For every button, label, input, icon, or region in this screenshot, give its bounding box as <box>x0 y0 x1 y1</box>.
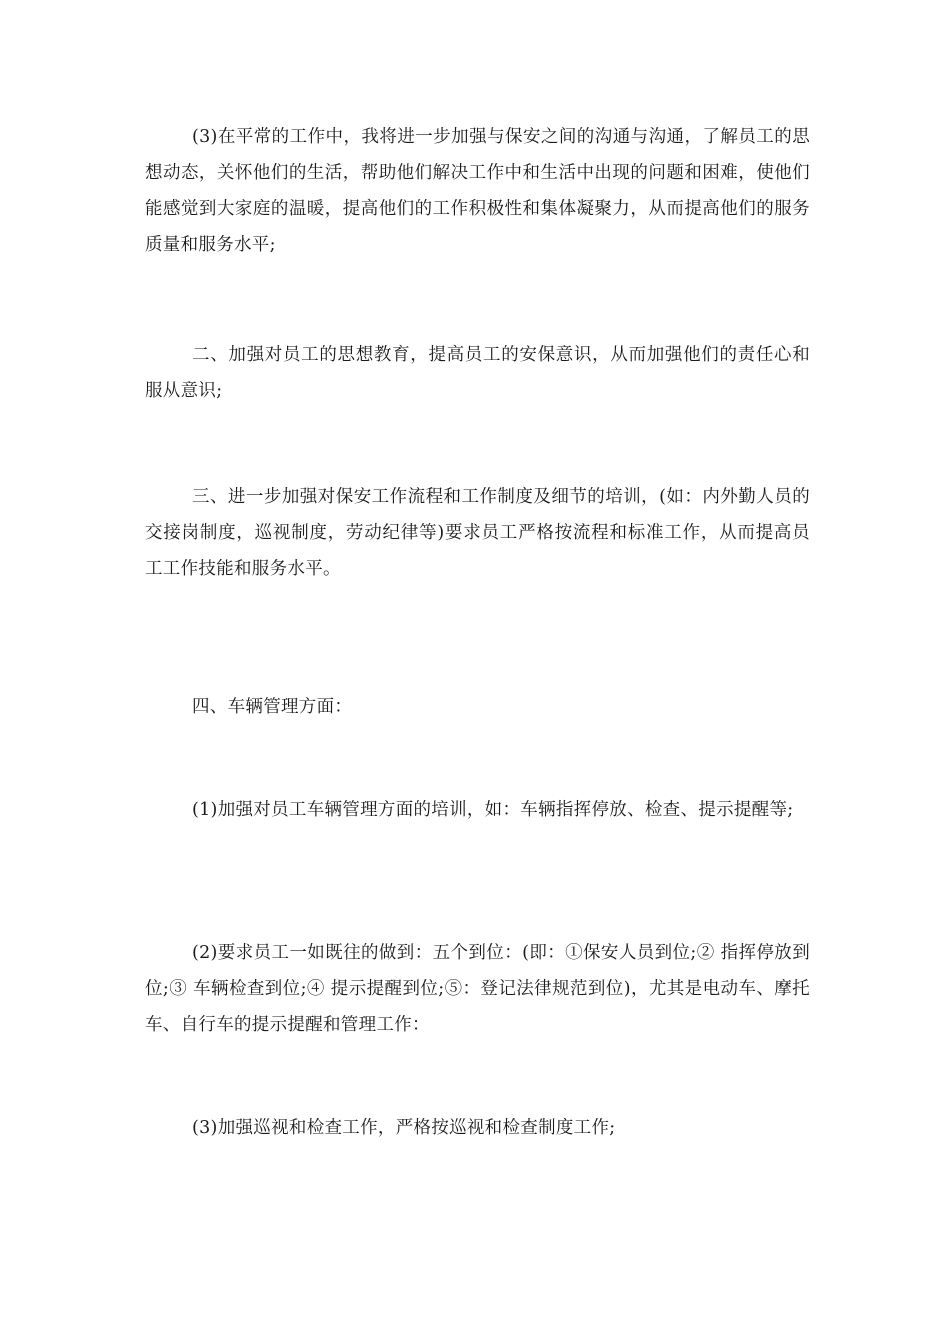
paragraph-vehicle-training: (1)加强对员工车辆管理方面的培训，如：车辆指挥停放、检查、提示提醒等; <box>192 800 794 820</box>
paragraph-patrol-inspection: (3)加强巡视和检查工作，严格按巡视和检查制度工作; <box>192 1118 616 1138</box>
paragraph-five-in-place: (2)要求员工一如既往的做到：五个到位：(即：①保安人员到位;② 指挥停放到位;③ 车辆检查到位;④ 提示提醒到位;⑤：登记法律规范到位)，尤其是电动车、摩托车、自行车的提示提醒和管理工作： <box>145 943 810 1035</box>
paragraph-section-three: 三、进一步加强对保安工作流程和工作制度及细节的培训，(如：内外勤人员的交接岗制度，巡视制度，劳动纪律等)要求员工严格按流程和标准工作，从而提高员工工作技能和服务水平。 <box>145 487 810 579</box>
paragraph-section-two: 二、加强对员工的思想教育，提高员工的安保意识，从而加强他们的责任心和服从意识; <box>145 345 810 401</box>
paragraph-communication: (3)在平常的工作中，我将进一步加强与保安之间的沟通与沟通，了解员工的思想动态，关怀他们的生活，帮助他们解决工作中和生活中出现的问题和困难，使他们能感觉到大家庭的温暖，提高他们的工作积极性和集体凝聚力，从而提高他们的服务质量和服务水平; <box>145 127 810 255</box>
heading-section-four: 四、车辆管理方面： <box>192 697 353 717</box>
